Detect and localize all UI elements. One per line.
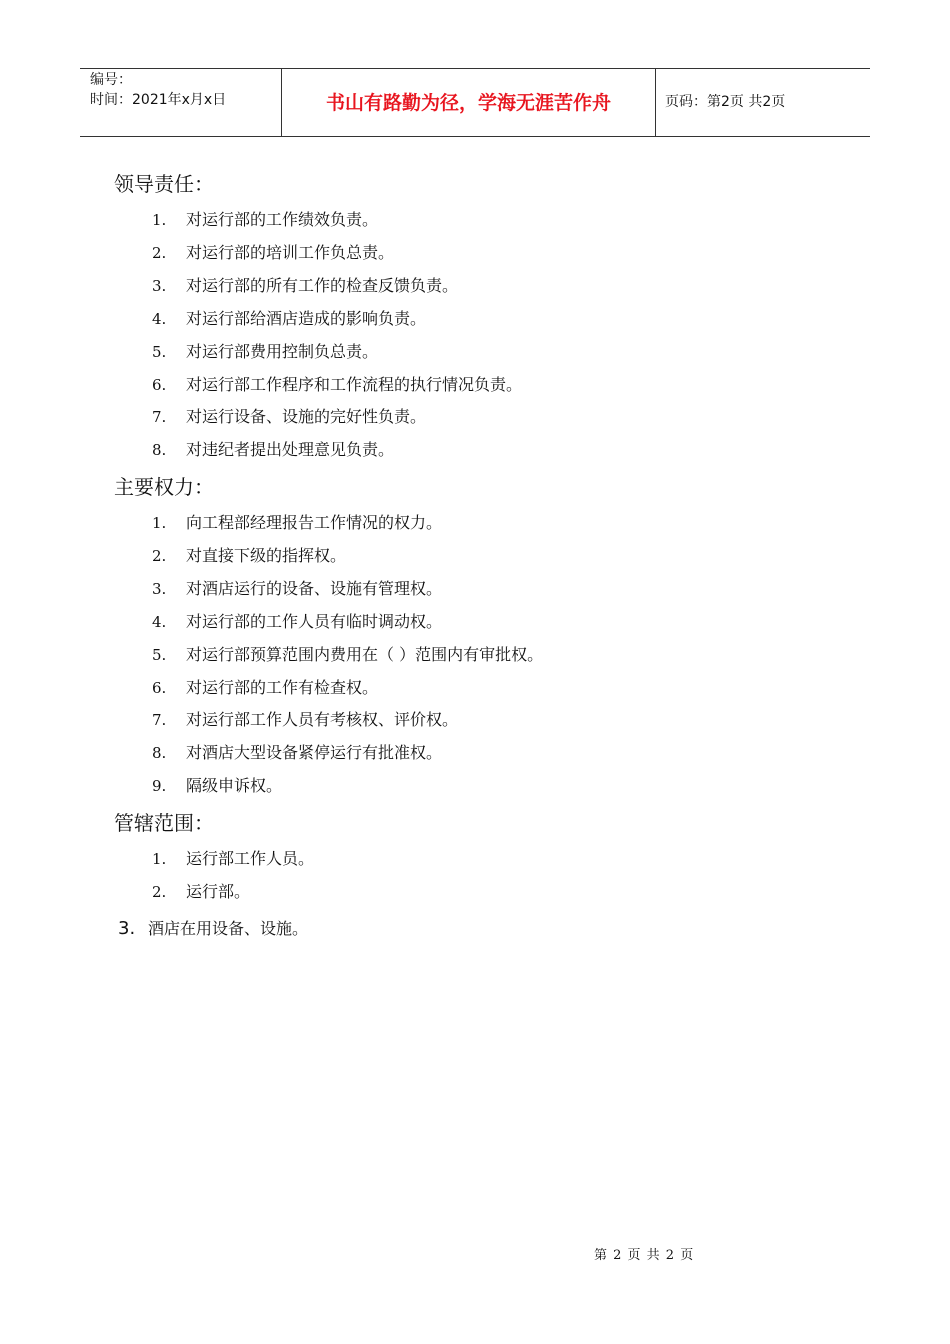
list-item-number: 5.	[152, 342, 167, 361]
section-title-scope: 管辖范围：	[114, 811, 214, 835]
list-item-number: 4.	[152, 309, 167, 328]
list-item-number: 2.	[152, 882, 167, 901]
list-item-text: 运行部。	[186, 881, 251, 901]
list-item-text: 对直接下级的指挥权。	[186, 545, 347, 565]
list-item-text: 对运行部的工作有检查权。	[186, 677, 379, 697]
list-item-number: 8.	[152, 441, 167, 460]
list-item-text: 对酒店大型设备紧停运行有批准权。	[186, 743, 443, 763]
section-title-powers: 主要权力：	[114, 475, 214, 499]
header-page-code: 页码：第2页 共2页	[665, 94, 786, 110]
list-item-number: 3.	[118, 918, 136, 939]
list-item-text: 对运行部预算范围内费用在（ ）范围内有审批权。	[186, 644, 544, 664]
list-item-number: 2.	[152, 546, 167, 565]
list-item-number: 5.	[152, 645, 167, 664]
list-item-text: 对运行部工作人员有考核权、评价权。	[186, 710, 459, 730]
header-page-cell	[655, 69, 870, 136]
header-motto: 书山有路勤为径，学海无涯苦作舟	[325, 92, 611, 114]
list-item-number: 7.	[152, 711, 167, 730]
list-item-number: 8.	[152, 744, 167, 763]
list-item-number: 1.	[152, 211, 167, 229]
list-item-text: 向工程部经理报告工作情况的权力。	[186, 513, 443, 532]
list-item-text: 运行部工作人员。	[186, 849, 315, 868]
list-item-number: 3.	[152, 276, 167, 295]
list-item-text: 对酒店运行的设备、设施有管理权。	[186, 578, 443, 598]
list-item-text: 对运行部的培训工作负总责。	[186, 242, 395, 262]
document-number-label: 编号：	[90, 72, 132, 88]
page-footer: 第 2 页 共 2 页	[594, 1248, 695, 1263]
list-item-text: 对运行部费用控制负总责。	[186, 341, 379, 361]
list-item-text: 对运行部的工作人员有临时调动权。	[186, 611, 443, 631]
document-header	[80, 68, 870, 137]
list-item-number: 3.	[152, 579, 167, 598]
list-item-number: 4.	[152, 612, 167, 631]
list-item-text: 隔级申诉权。	[186, 776, 283, 796]
document-time-label: 时间：2021年x月x日	[90, 92, 227, 108]
list-item-text: 对运行部的所有工作的检查反馈负责。	[186, 275, 459, 295]
list-item-number: 2.	[152, 243, 167, 262]
list-item-text: 对运行部给酒店造成的影响负责。	[186, 308, 427, 328]
list-item-text: 对运行部的工作绩效负责。	[186, 210, 379, 229]
list-item-number: 7.	[152, 408, 167, 427]
list-item-text: 对运行设备、设施的完好性负责。	[186, 407, 427, 427]
list-item-text: 对违纪者提出处理意见负责。	[186, 440, 395, 460]
header-motto-cell	[281, 69, 656, 136]
list-item-number: 1.	[152, 514, 167, 532]
list-item-number: 6.	[152, 375, 167, 394]
list-item-number: 9.	[152, 777, 167, 796]
section-title-leadership: 领导责任：	[114, 172, 214, 196]
list-item-number: 6.	[152, 678, 167, 697]
list-item-text: 对运行部工作程序和工作流程的执行情况负责。	[186, 374, 523, 394]
list-item-text: 酒店在用设备、设施。	[148, 919, 309, 938]
list-item-number: 1.	[152, 850, 167, 868]
header-info-cell	[80, 69, 281, 136]
